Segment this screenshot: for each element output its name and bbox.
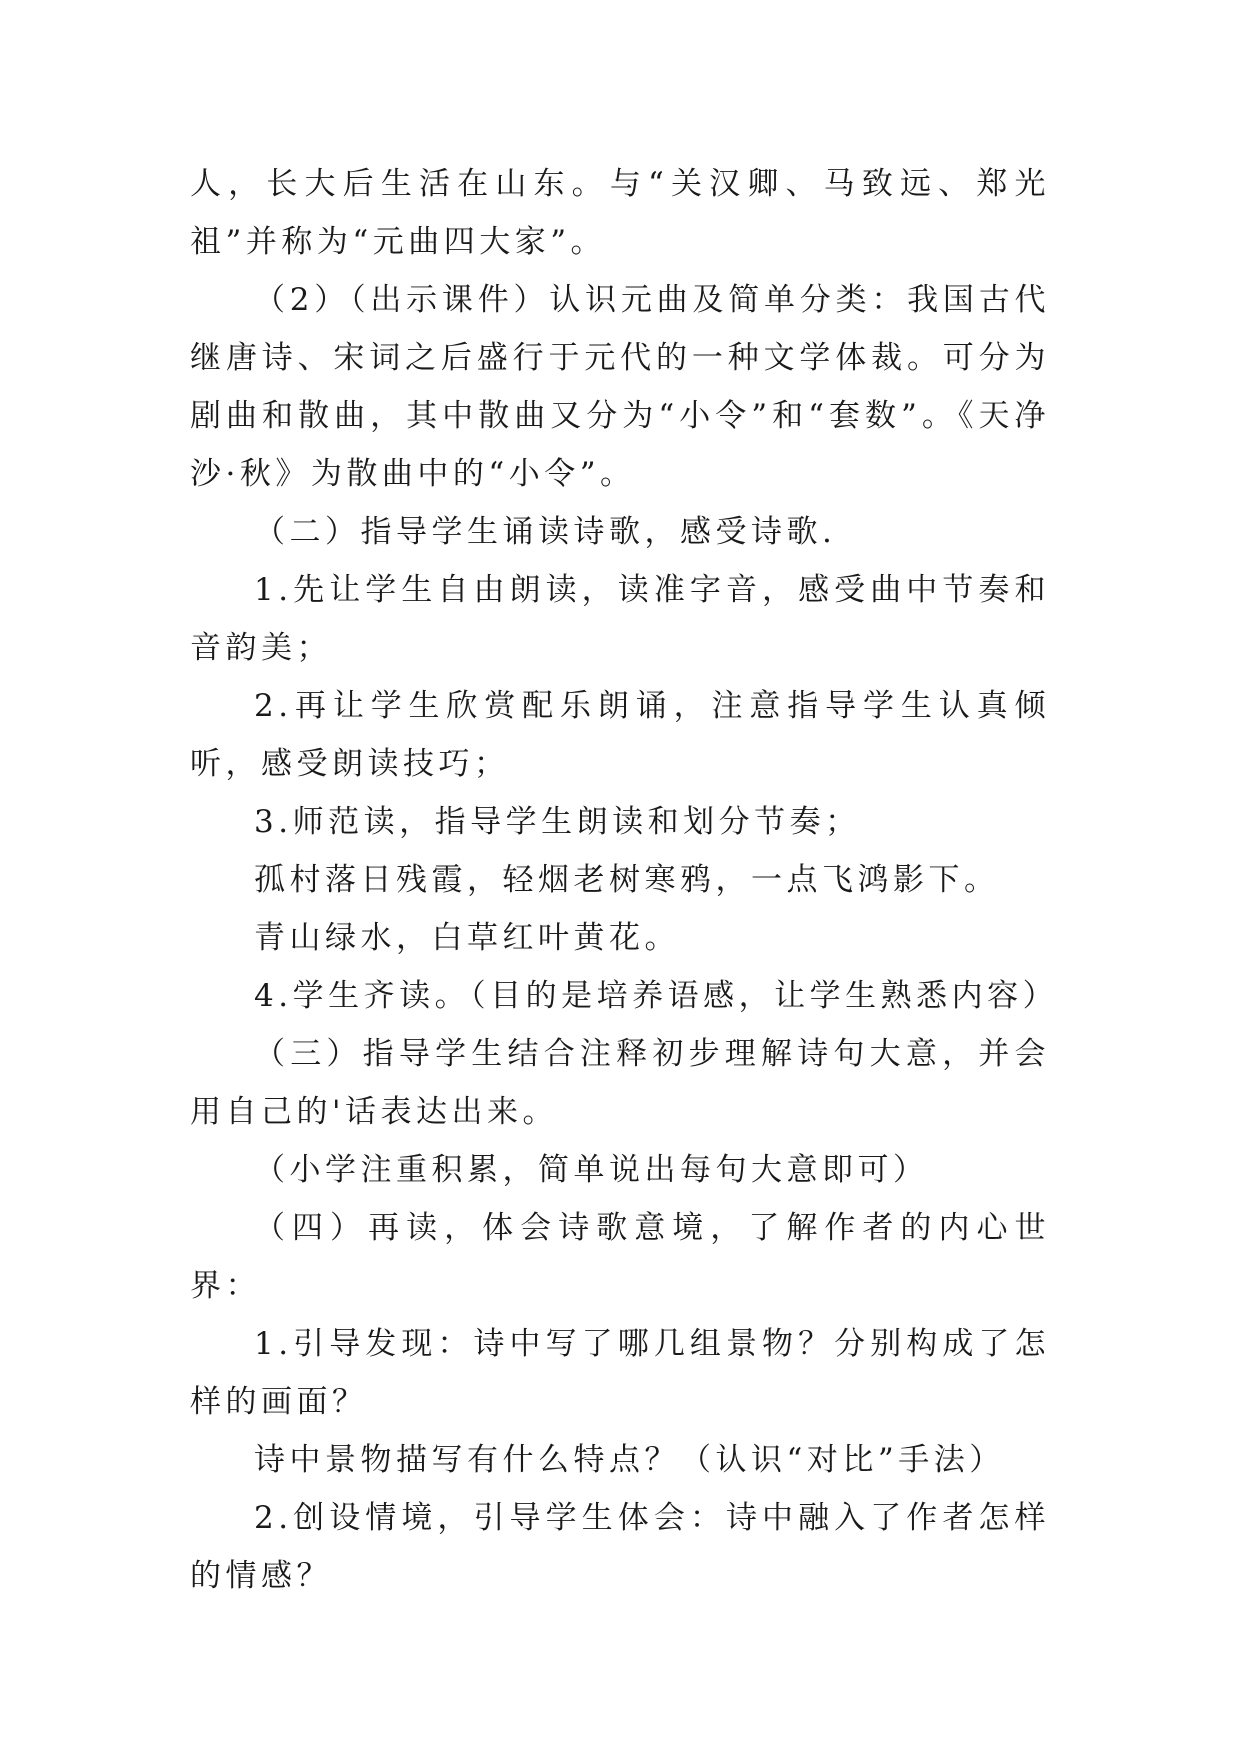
poem-line-1: 孤村落日残霞，轻烟老树寒鸦，一点飞鸿影下。 — [254, 862, 1000, 898]
section-heading-reread: （四）再读，体会诗歌意境，了解作者的内心世界： — [190, 1210, 1050, 1304]
list-item-teacher-reading: 3.师范读，指导学生朗读和划分节奏； — [254, 804, 861, 840]
section-heading-understand: （三）指导学生结合注释初步理解诗句大意，并会用自己的'话表达出来。 — [190, 1036, 1050, 1130]
paragraph-yuanqu-classification: （2）（出示课件）认识元曲及简单分类：我国古代继唐诗、宋词之后盛行于元代的一种文学体裁。可分为剧曲和散曲，其中散曲又分为“小令”和“套数”。《天净沙·秋》为散曲中的“小令”。 — [190, 282, 1050, 492]
list-item-guide-discover: 1.引导发现：诗中写了哪几组景物？分别构成了怎样的画面？ — [190, 1326, 1050, 1420]
list-item-free-reading: 1.先让学生自由朗读，读准字音，感受曲中节奏和音韵美； — [190, 572, 1050, 666]
paragraph-contrast-question: 诗中景物描写有什么特点？（认识“对比”手法） — [254, 1442, 1005, 1478]
paragraph-note: （小学注重积累，简单说出每句大意即可） — [254, 1152, 929, 1188]
paragraph-author-intro: 人，长大后生活在山东。与“关汉卿、马致远、郑光祖”并称为“元曲四大家”。 — [190, 166, 1050, 260]
document-body — [190, 155, 1059, 1605]
list-item-group-reading: 4.学生齐读。（目的是培养语感，让学生熟悉内容） — [254, 978, 1059, 1014]
poem-line-2: 青山绿水，白草红叶黄花。 — [254, 920, 680, 956]
section-heading-recite: （二）指导学生诵读诗歌，感受诗歌. — [254, 514, 837, 550]
list-item-create-scene: 2.创设情境，引导学生体会：诗中融入了作者怎样的情感？ — [190, 1500, 1050, 1594]
list-item-music-recitation: 2.再让学生欣赏配乐朗诵，注意指导学生认真倾听，感受朗读技巧； — [190, 688, 1050, 782]
